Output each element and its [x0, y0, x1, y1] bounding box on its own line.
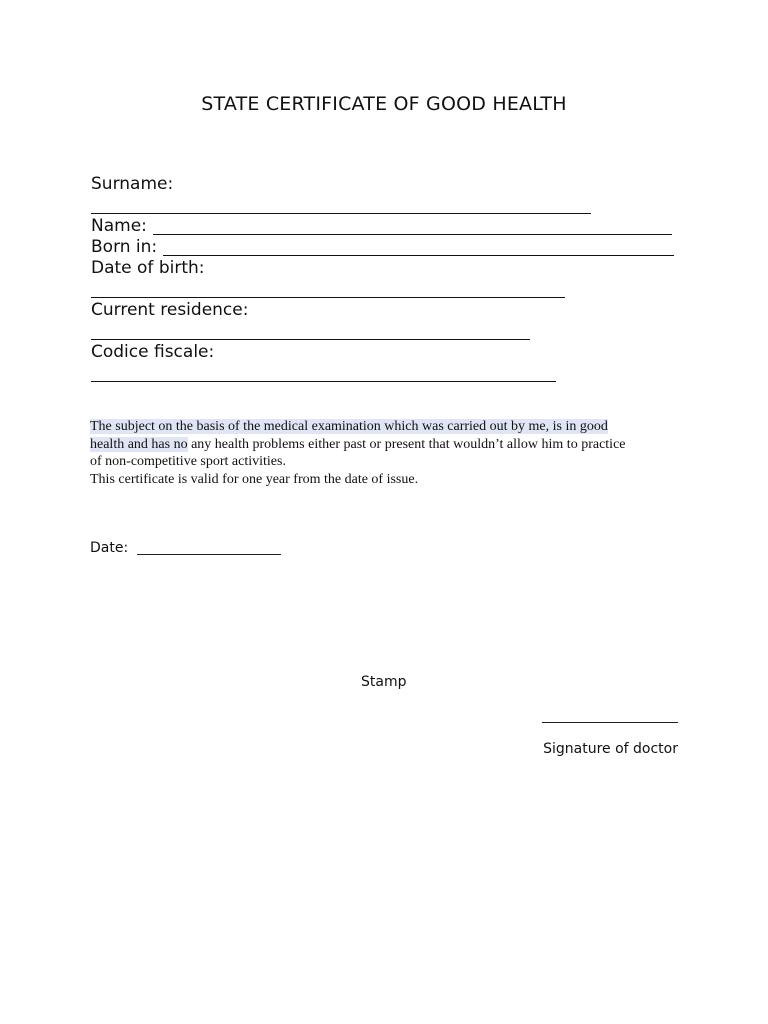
stamp-label: Stamp: [361, 674, 407, 690]
date-of-birth-row: [91, 258, 691, 279]
statement-line-2-rest: any health problems either past or present that wouldn’t allow him to practice: [187, 436, 626, 452]
date-row: [90, 540, 281, 556]
validity-statement: This certificate is valid for one year from the date of issue.: [90, 471, 419, 487]
date-blank-line[interactable]: [137, 554, 281, 555]
current-residence-blank-line[interactable]: [91, 339, 530, 340]
codice-fiscale-row: [91, 342, 691, 363]
current-residence-row: [91, 300, 691, 321]
name-row: [91, 216, 691, 237]
born-in-label: Born in:: [91, 237, 158, 257]
medical-statement: [90, 418, 680, 488]
statement-line-3: of non-competitive sport activities.: [90, 454, 286, 470]
statement-line-1: The subject on the basis of the medical examination which was carried out by me, is in good: [90, 419, 608, 434]
date-of-birth-label: Date of birth:: [91, 258, 205, 278]
name-label: Name:: [91, 216, 147, 236]
signature-label: Signature of doctor: [543, 741, 678, 757]
date-label: Date:: [90, 540, 129, 556]
date-of-birth-blank-line[interactable]: [91, 297, 565, 298]
current-residence-label: Current residence:: [91, 300, 249, 320]
surname-label: Surname:: [91, 174, 174, 194]
fields-section: [91, 174, 691, 384]
born-in-row: [91, 237, 691, 258]
codice-fiscale-label: Codice fiscale:: [91, 342, 215, 362]
statement-line-2-highlight: health and has no: [90, 436, 188, 452]
document-title: STATE CERTIFICATE OF GOOD HEALTH: [201, 93, 567, 115]
born-in-blank-line[interactable]: [163, 255, 674, 256]
surname-row: [91, 174, 691, 195]
signature-blank-line[interactable]: [542, 722, 678, 723]
surname-blank-line[interactable]: [91, 213, 591, 214]
codice-fiscale-blank-line[interactable]: [91, 381, 556, 382]
name-blank-line[interactable]: [153, 234, 672, 235]
